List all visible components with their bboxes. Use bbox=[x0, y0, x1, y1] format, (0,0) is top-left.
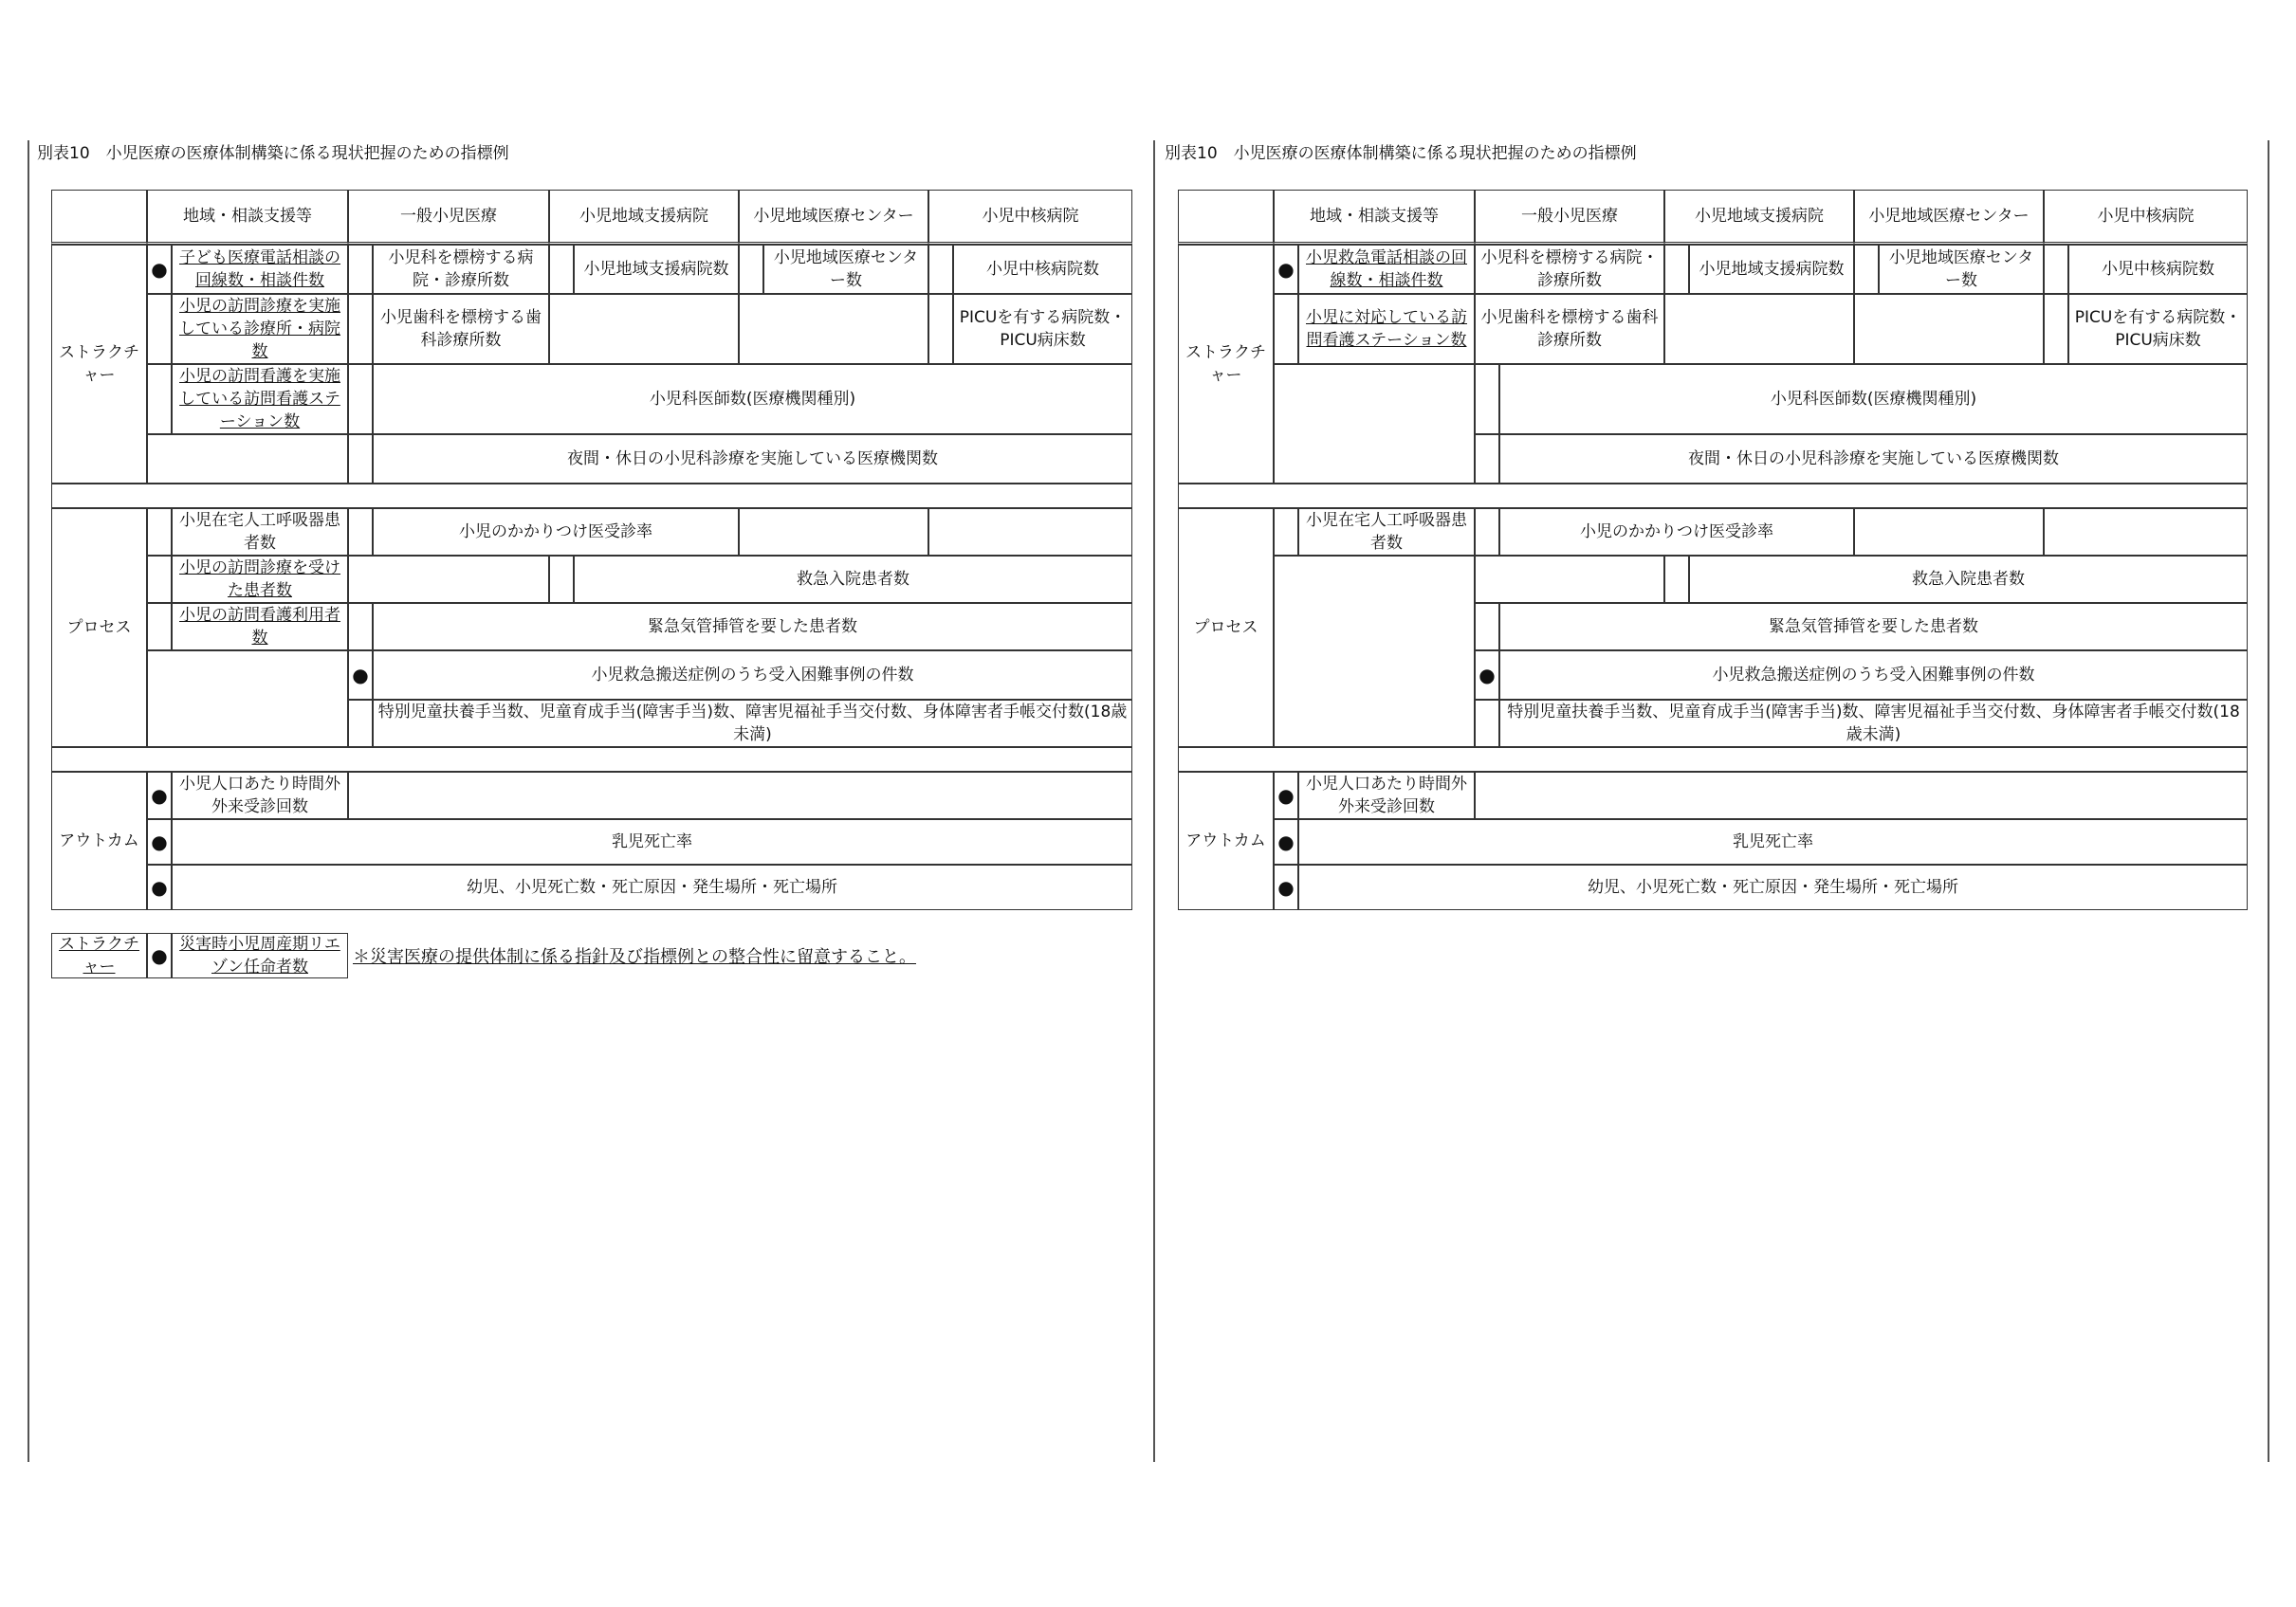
indicator-cell: 小児救急搬送症例のうち受入困難事例の件数 bbox=[373, 650, 1132, 700]
indicator-cell: 緊急気管挿管を要した患者数 bbox=[373, 603, 1132, 650]
indicator-cell bbox=[1664, 294, 1854, 364]
bullet-marker: ● bbox=[1274, 772, 1298, 819]
indicator-cell: 夜間・休日の小児科診療を実施している医療機関数 bbox=[1499, 434, 2248, 484]
bullet-marker: ● bbox=[147, 933, 172, 978]
indicator-cell: 乳児死亡率 bbox=[1298, 819, 2248, 865]
right-indicator-table bbox=[1178, 190, 2259, 910]
right-margin-line bbox=[2268, 140, 2269, 1462]
indicator-cell bbox=[739, 508, 928, 556]
indicator-cell: 幼児、小児死亡数・死亡原因・発生場所・死亡場所 bbox=[1298, 865, 2248, 910]
indicator-cell: 小児救急搬送症例のうち受入困難事例の件数 bbox=[1499, 650, 2248, 700]
indicator-cell: 小児地域支援病院数 bbox=[574, 245, 739, 294]
legend-structure-label: ストラクチャー bbox=[51, 933, 147, 978]
spacer-row bbox=[51, 484, 1132, 508]
indicator-cell: 小児科を標榜する病院・診療所数 bbox=[1475, 245, 1664, 294]
section-structure: ストラクチャー bbox=[1178, 245, 1274, 484]
indicator-cell: PICUを有する病院数・PICU病床数 bbox=[2068, 294, 2248, 364]
indicator-cell: 小児科を標榜する病院・診療所数 bbox=[373, 245, 549, 294]
indicator-cell bbox=[348, 364, 373, 434]
indicator-cell bbox=[1274, 294, 1298, 364]
indicator-cell: 救急入院患者数 bbox=[1689, 556, 2248, 603]
indicator-cell bbox=[348, 434, 373, 484]
indicator-cell: 小児人口あたり時間外外来受診回数 bbox=[1298, 772, 1475, 819]
indicator-cell bbox=[1475, 603, 1499, 650]
indicator-cell bbox=[348, 556, 549, 603]
left-indicator-table bbox=[51, 190, 1132, 910]
indicator-cell bbox=[928, 294, 953, 364]
indicator-cell bbox=[147, 603, 172, 650]
indicator-cell bbox=[1475, 772, 2248, 819]
indicator-cell: 子ども医療電話相談の回線数・相談件数 bbox=[172, 245, 348, 294]
section-process: プロセス bbox=[1178, 508, 1274, 747]
indicator-cell bbox=[1274, 508, 1298, 556]
indicator-cell bbox=[147, 364, 172, 434]
indicator-cell: 小児の訪問診療を受けた患者数 bbox=[172, 556, 348, 603]
indicator-cell bbox=[549, 556, 574, 603]
header-corner bbox=[1178, 190, 1274, 245]
indicator-cell: 小児中核病院数 bbox=[2068, 245, 2248, 294]
indicator-cell: 小児科医師数(医療機関種別) bbox=[373, 364, 1132, 434]
indicator-cell bbox=[348, 245, 373, 294]
indicator-cell: 小児の訪問看護を実施している訪問看護ステーション数 bbox=[172, 364, 348, 434]
indicator-cell: 特別児童扶養手当数、児童育成手当(障害手当)数、障害児福祉手当交付数、身体障害者手帳交付数(18歳未満) bbox=[1499, 700, 2248, 747]
bullet-marker: ● bbox=[147, 865, 172, 910]
header-regional-center: 小児地域医療センター bbox=[739, 190, 928, 245]
bullet-marker: ● bbox=[147, 772, 172, 819]
indicator-cell bbox=[1274, 556, 1475, 747]
indicator-cell bbox=[348, 508, 373, 556]
left-margin-line bbox=[28, 140, 29, 1462]
indicator-cell bbox=[1475, 434, 1499, 484]
left-table-title: 別表10 小児医療の医療体制構築に係る現状把握のための指標例 bbox=[37, 144, 509, 163]
header-region: 地域・相談支援等 bbox=[1274, 190, 1475, 245]
indicator-cell: 小児の訪問看護利用者数 bbox=[172, 603, 348, 650]
indicator-cell bbox=[1664, 556, 1689, 603]
bullet-marker: ● bbox=[147, 819, 172, 865]
indicator-cell: 小児地域支援病院数 bbox=[1689, 245, 1854, 294]
indicator-cell bbox=[147, 294, 172, 364]
indicator-cell bbox=[348, 772, 1132, 819]
bullet-marker: ● bbox=[1274, 819, 1298, 865]
indicator-cell bbox=[1274, 364, 1475, 484]
indicator-cell: 小児救急電話相談の回線数・相談件数 bbox=[1298, 245, 1475, 294]
indicator-cell: 小児地域医療センター数 bbox=[1879, 245, 2044, 294]
center-divider-line bbox=[1153, 140, 1155, 1462]
header-corner bbox=[51, 190, 147, 245]
indicator-cell: 小児人口あたり時間外外来受診回数 bbox=[172, 772, 348, 819]
indicator-cell bbox=[1664, 245, 1689, 294]
indicator-cell bbox=[348, 603, 373, 650]
indicator-cell bbox=[1475, 364, 1499, 434]
indicator-cell: 幼児、小児死亡数・死亡原因・発生場所・死亡場所 bbox=[172, 865, 1132, 910]
bullet-marker: ● bbox=[1475, 650, 1499, 700]
indicator-cell bbox=[1475, 508, 1499, 556]
bullet-marker: ● bbox=[147, 245, 172, 294]
indicator-cell bbox=[549, 294, 739, 364]
indicator-cell: 小児歯科を標榜する歯科診療所数 bbox=[1475, 294, 1664, 364]
bullet-marker: ● bbox=[348, 650, 373, 700]
indicator-cell: 夜間・休日の小児科診療を実施している医療機関数 bbox=[373, 434, 1132, 484]
legend-liaison-indicator: 災害時小児周産期リエゾン任命者数 bbox=[172, 933, 348, 978]
indicator-cell: 小児に対応している訪問看護ステーション数 bbox=[1298, 294, 1475, 364]
section-outcome: アウトカム bbox=[1178, 772, 1274, 910]
spacer-row bbox=[1178, 484, 2248, 508]
indicator-cell: 救急入院患者数 bbox=[574, 556, 1132, 603]
indicator-cell: 小児地域医療センター数 bbox=[763, 245, 928, 294]
indicator-cell bbox=[2044, 245, 2068, 294]
indicator-cell: 小児在宅人工呼吸器患者数 bbox=[1298, 508, 1475, 556]
indicator-cell bbox=[1854, 508, 2044, 556]
indicator-cell: 小児在宅人工呼吸器患者数 bbox=[172, 508, 348, 556]
indicator-cell: 小児のかかりつけ医受診率 bbox=[1499, 508, 1854, 556]
indicator-cell: 小児科医師数(医療機関種別) bbox=[1499, 364, 2248, 434]
indicator-cell: 小児の訪問診療を実施している診療所・病院数 bbox=[172, 294, 348, 364]
bullet-marker: ● bbox=[1274, 865, 1298, 910]
indicator-cell bbox=[147, 556, 172, 603]
header-support-hospital: 小児地域支援病院 bbox=[549, 190, 739, 245]
indicator-cell bbox=[2044, 294, 2068, 364]
bullet-marker: ● bbox=[1274, 245, 1298, 294]
section-process: プロセス bbox=[51, 508, 147, 747]
indicator-cell bbox=[739, 294, 928, 364]
indicator-cell: 小児歯科を標榜する歯科診療所数 bbox=[373, 294, 549, 364]
indicator-cell bbox=[549, 245, 574, 294]
indicator-cell bbox=[348, 294, 373, 364]
indicator-cell: 小児中核病院数 bbox=[953, 245, 1132, 294]
spacer-row bbox=[51, 747, 1132, 772]
spacer-row bbox=[1178, 747, 2248, 772]
indicator-cell: 緊急気管挿管を要した患者数 bbox=[1499, 603, 2248, 650]
header-general: 一般小児医療 bbox=[1475, 190, 1664, 245]
indicator-cell bbox=[1854, 245, 1879, 294]
indicator-cell bbox=[928, 245, 953, 294]
indicator-cell bbox=[147, 650, 348, 747]
indicator-cell bbox=[739, 245, 763, 294]
indicator-cell bbox=[1475, 700, 1499, 747]
header-region: 地域・相談支援等 bbox=[147, 190, 348, 245]
right-table-title: 別表10 小児医療の医療体制構築に係る現状把握のための指標例 bbox=[1165, 144, 1637, 163]
indicator-cell bbox=[147, 508, 172, 556]
legend-note: ＊災害医療の提供体制に係る指針及び指標例との整合性に留意すること。 bbox=[353, 947, 916, 967]
indicator-cell: 小児のかかりつけ医受診率 bbox=[373, 508, 739, 556]
header-support-hospital: 小児地域支援病院 bbox=[1664, 190, 1854, 245]
indicator-cell: PICUを有する病院数・PICU病床数 bbox=[953, 294, 1132, 364]
indicator-cell: 特別児童扶養手当数、児童育成手当(障害手当)数、障害児福祉手当交付数、身体障害者手帳交付数(18歳未満) bbox=[373, 700, 1132, 747]
header-regional-center: 小児地域医療センター bbox=[1854, 190, 2044, 245]
header-core-hospital: 小児中核病院 bbox=[2044, 190, 2248, 245]
section-outcome: アウトカム bbox=[51, 772, 147, 910]
indicator-cell: 乳児死亡率 bbox=[172, 819, 1132, 865]
indicator-cell bbox=[1854, 294, 2044, 364]
header-core-hospital: 小児中核病院 bbox=[928, 190, 1132, 245]
indicator-cell bbox=[1475, 556, 1664, 603]
indicator-cell bbox=[2044, 508, 2248, 556]
header-general: 一般小児医療 bbox=[348, 190, 549, 245]
indicator-cell bbox=[147, 434, 348, 484]
indicator-cell bbox=[928, 508, 1132, 556]
section-structure: ストラクチャー bbox=[51, 245, 147, 484]
indicator-cell bbox=[348, 700, 373, 747]
